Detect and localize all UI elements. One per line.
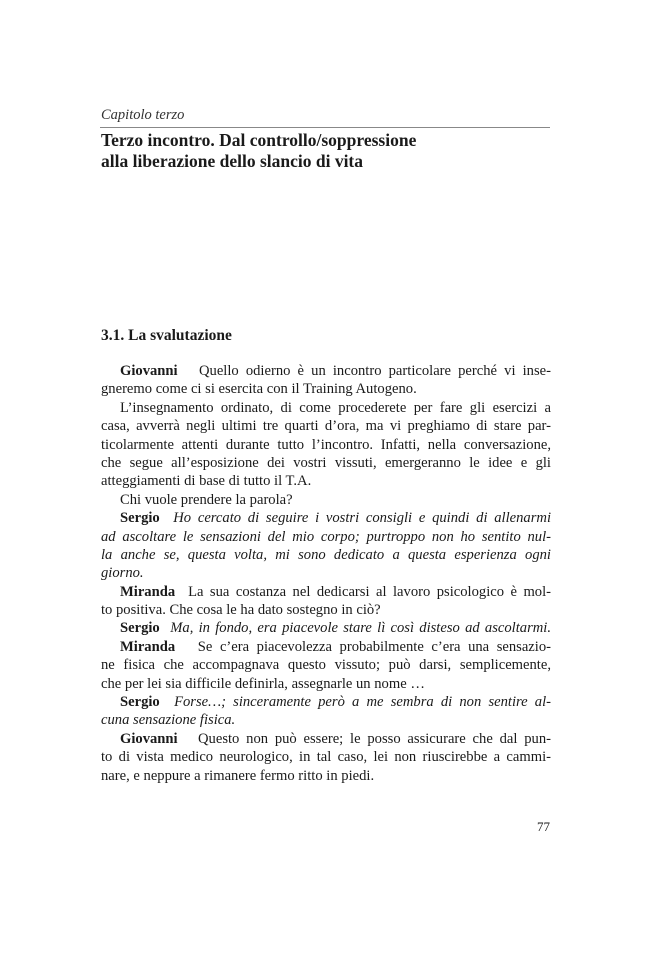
text-line: to positiva. Che cosa le ha dato sostegno in ciò? xyxy=(101,602,381,619)
body-text xyxy=(101,362,551,785)
text-line: Chi vuole prendere la parola? xyxy=(120,491,293,508)
chapter-title xyxy=(101,130,416,172)
text-line: Giovanni Questo non può essere; le posso assicurare che dal pun- xyxy=(120,730,551,747)
text-line: Miranda La sua costanza nel dedicarsi al lavoro psicologico è mol- xyxy=(120,583,552,600)
text-line: ad ascoltare le sensazioni del mio corpo; purtroppo non ho sentito nul- xyxy=(101,528,551,545)
chapter-label: Capitolo terzo xyxy=(101,107,185,123)
speaker-name: Sergio xyxy=(120,510,160,527)
text-line: che per lei sia difficile definirla, assegnarle un nome … xyxy=(101,675,425,692)
text-line: che segue all’esposizione dei vostri vissuti, emergeranno le idee e gli xyxy=(101,454,551,471)
text-line: giorno. xyxy=(101,565,144,582)
speaker-name: Miranda xyxy=(120,583,176,600)
text-line: to di vista medico neurologico, in tal caso, lei non riuscirebbe a cammi- xyxy=(101,749,551,766)
text-line: Miranda Se c’era piacevolezza probabilmente c’era una sensazio- xyxy=(120,638,551,655)
text-line: la anche se, questa volta, mi sono dedicato a questa esperienza ogni xyxy=(101,546,551,563)
chapter-title-line: alla liberazione dello slancio di vita xyxy=(101,151,364,171)
text-line: ne fisica che accompagnava questo vissuto; può darsi, semplicemente, xyxy=(101,657,551,674)
text-line: atteggiamenti di base di tutto il T.A. xyxy=(101,473,312,490)
speaker-name: Giovanni xyxy=(120,730,178,747)
text-line: ticolarmente attenti durante tutto l’incontro. Infatti, nella conversazione, xyxy=(101,436,551,453)
chapter-rule xyxy=(100,127,550,128)
text-line: casa, avverrà negli ultimi tre quarti d’ora, ma vi preghiamo di stare par- xyxy=(101,418,551,435)
text-line: gneremo come ci si esercita con il Training Autogeno. xyxy=(101,381,417,398)
section-heading: 3.1. La svalutazione xyxy=(101,327,232,344)
chapter-title-line: Terzo incontro. Dal controllo/soppressione xyxy=(101,130,417,150)
text-line: Sergio Ma, in fondo, era piacevole stare lì così disteso ad ascoltarmi. xyxy=(120,620,551,637)
text-line: Sergio Ho cercato di seguire i vostri consigli e quindi di allenarmi xyxy=(120,510,551,527)
speaker-name: Giovanni xyxy=(120,363,178,379)
text-line: nare, e neppure a rimanere fermo ritto in piedi. xyxy=(101,767,375,784)
speaker-name: Miranda xyxy=(120,638,176,655)
text-line: Sergio Forse…; sinceramente però a me sembra di non sentire al- xyxy=(120,694,552,711)
text-line: L’insegnamento ordinato, di come procederete per fare gli esercizi a xyxy=(120,399,551,416)
speaker-name: Sergio xyxy=(120,620,160,637)
text-line: Giovanni Quello odierno è un incontro particolare perché vi inse- xyxy=(120,363,551,379)
speaker-name: Sergio xyxy=(120,694,160,711)
text-line: cuna sensazione fisica. xyxy=(101,712,236,729)
page-number: 77 xyxy=(537,819,550,834)
